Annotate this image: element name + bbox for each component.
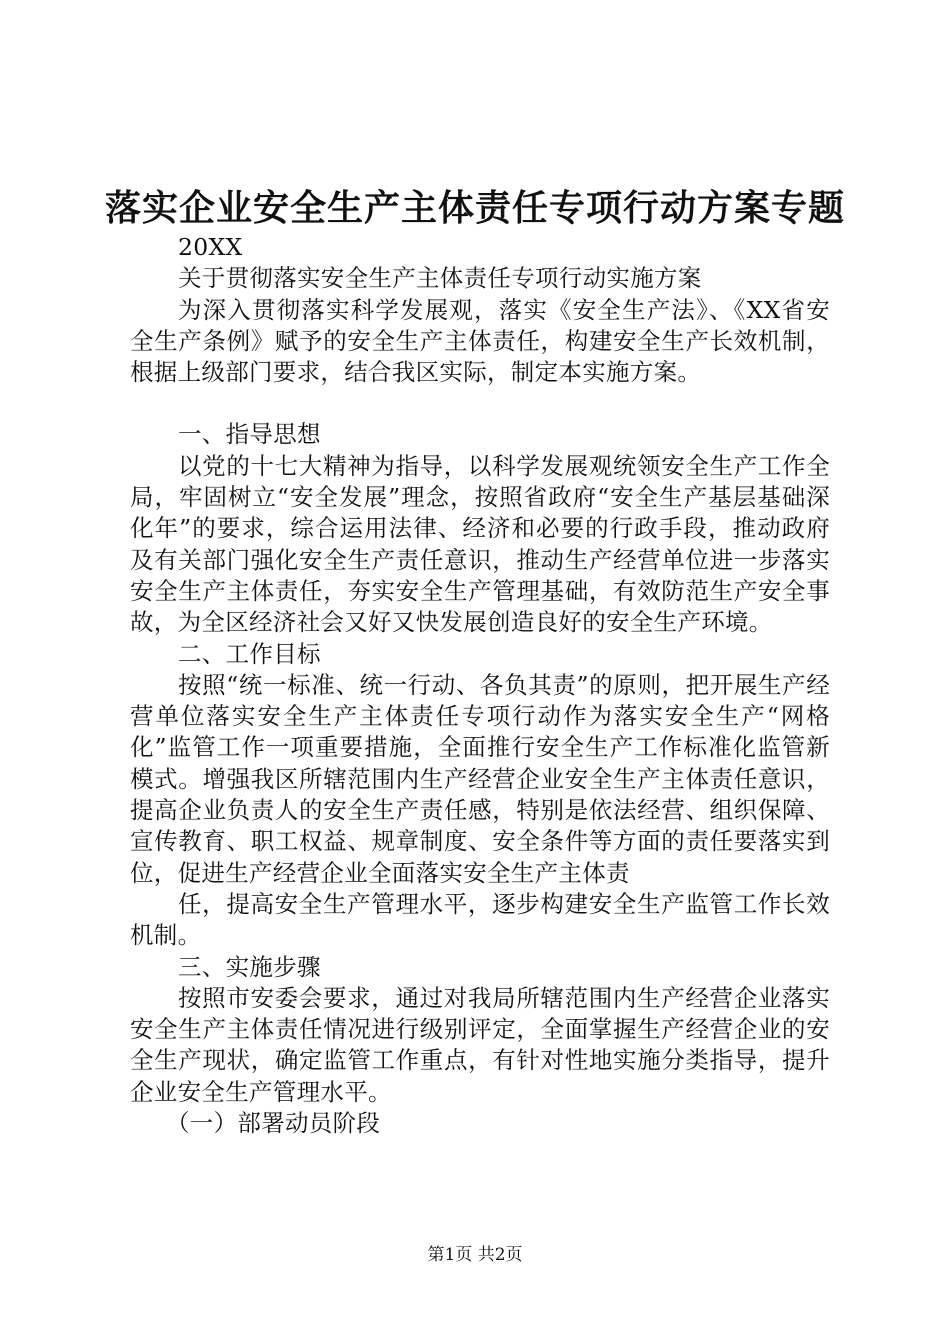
year-line: 20XX xyxy=(178,233,243,261)
section-heading-work-goals: 二、工作目标 xyxy=(178,639,321,668)
work-goals-paragraph: 按照“统一标准、统一行动、各负其责”的原则，把开展生产经营单位落实安全生产主体责任专项行动作为落实安全生产“网格化”监管工作一项重要措施，全面推行安全生产工作标准化监管新模式。增强我区所辖范围内生产经营企业安全生产主体责任意识，提高企业负责人的安全生产责任感，特别是依法经营、组织保障、宣传教育、职工权益、规章制度、安全条件等方面的责任要落实到位，促进生产经营企业全面落实安全生产主体责 xyxy=(130,670,830,887)
subsection-heading-mobilization: （一）部署动员阶段 xyxy=(166,1109,381,1138)
implementation-steps-paragraph: 按照市安委会要求，通过对我局所辖范围内生产经营企业落实安全生产主体责任情况进行级别评定，全面掌握生产经营企业的安全生产现状，确定监管工作重点，有针对性地实施分类指导，提升企业安全生产管理水平。 xyxy=(130,983,830,1106)
page-number-footer: 第1页 共2页 xyxy=(427,1245,523,1265)
guiding-ideology-paragraph: 以党的十七大精神为指导，以科学发展观统领安全生产工作全局，牢固树立“安全发展”理念，按照省政府“安全生产基层基础深化年”的要求，综合运用法律、经济和必要的行政手段，推动政府及有关部门强化安全生产责任意识，推动生产经营单位进一步落实安全生产主体责任，夯实安全生产管理基础，有效防范生产安全事故，为全区经济社会又好又快发展创造良好的安全生产环境。 xyxy=(130,451,830,637)
document-body xyxy=(130,232,830,1139)
work-goals-continuation: 任，提高安全生产管理水平，逐步构建安全生产监管工作长效机制。 xyxy=(130,889,830,950)
subtitle-line: 关于贯彻落实安全生产主体责任专项行动实施方案 xyxy=(178,264,702,293)
document-title: 落实企业安全生产主体责任专项行动方案专题 xyxy=(104,187,845,229)
section-heading-implementation-steps: 三、实施步骤 xyxy=(178,952,321,981)
section-heading-guiding-ideology: 一、指导思想 xyxy=(178,420,321,449)
intro-paragraph: 为深入贯彻落实科学发展观，落实《安全生产法》、《XX省安全生产条例》赋予的安全生产主体责任，构建安全生产长效机制，根据上级部门要求，结合我区实际，制定本实施方案。 xyxy=(130,295,830,387)
